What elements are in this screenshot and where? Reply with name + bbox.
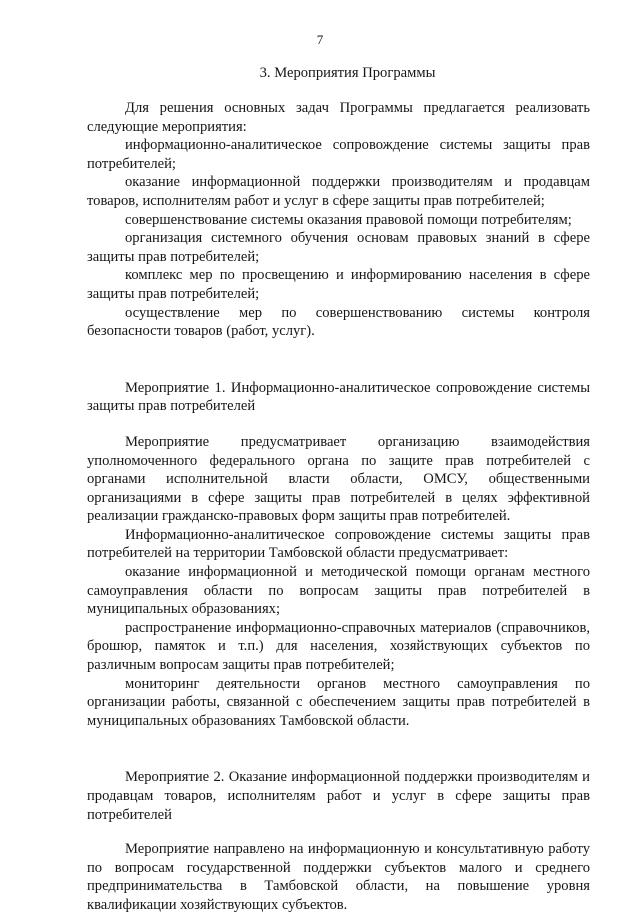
intro-item: организация системного обучения основам правовых знаний в сфере защиты прав потребителей; [87,230,590,265]
document-body [87,61,590,915]
measure-1-item: мониторинг деятельности органов местного самоуправления по организации работы, связанной с обеспечением защиты прав потребителей в муниципальных образованиях Тамбовской области. [87,675,590,729]
section-title: 3. Мероприятия Программы [259,65,436,81]
intro-paragraph: Для решения основных задач Программы предлагается реализовать следующие мероприятия: [87,100,590,135]
page-number: 7 [316,32,324,47]
measure-1-title: Мероприятие 1. Информационно-аналитическое сопровождение системы защиты прав потребителей [87,379,590,415]
intro-item: оказание информационной поддержки производителям и продавцам товаров, исполнителям работ и услуг в сфере защиты прав потребителей; [87,174,590,209]
measure-1-item: оказание информационной и методической помощи органам местного самоуправления области по вопросам защиты прав потребителей в муниципальных образованиях; [87,564,590,618]
intro-item: совершенствование системы оказания правовой помощи потребителям; [125,211,572,228]
measure-2-paragraph: Мероприятие направлено на информационную и консультативную работу по вопросам государственной поддержки субъектов малого и среднего предпринимательства в Тамбовской области, на повышение уровня квалификации хозяйствующих субъектов. [87,841,590,913]
measure-1-paragraph: Мероприятие предусматривает организацию взаимодействия уполномоченного федерального органа по защите прав потребителей с органами исполнительной власти области, ОМСУ, общественными организациями в сфере защиты прав потребителей в целях эффективной реализации гражданско-правовых форм защиты прав потребителей. [87,433,590,525]
intro-item: осуществление мер по совершенствованию системы контроля безопасности товаров (работ, услуг). [87,304,590,340]
measure-1-item: распространение информационно-справочных материалов (справочников, брошюр, памяток и т.п.) для населения, хозяйствующих субъектов по различным вопросам защиты прав потребителей; [87,619,590,674]
measure-2-title: Мероприятие 2. Оказание информационной поддержки производителям и продавцам товаров, исполнителям работ и услуг в сфере защиты прав потребителей [87,769,590,823]
intro-item: комплекс мер по просвещению и информированию населения в сфере защиты прав потребителей; [87,267,590,302]
measure-2-body [87,840,590,914]
intro-list [87,99,590,341]
intro-item: информационно-аналитическое сопровождение системы защиты прав потребителей; [87,137,590,172]
measure-1-body [87,433,590,731]
measure-1-paragraph: Информационно-аналитическое сопровождение системы защиты прав потребителей на территории Тамбовской области предусматривает: [87,526,590,562]
